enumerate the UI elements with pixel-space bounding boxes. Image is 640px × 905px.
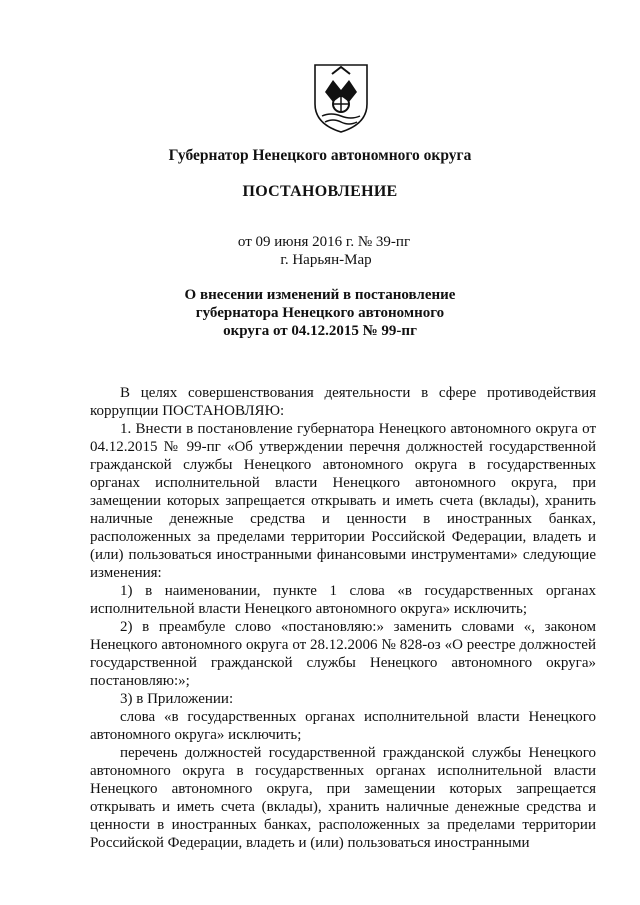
body-paragraph-subitem-3: 3) в Приложении: xyxy=(120,691,234,707)
coat-of-arms-emblem xyxy=(312,62,370,134)
issuing-authority: Губернатор Ненецкого автономного округа xyxy=(168,147,472,164)
document-body xyxy=(90,384,596,852)
subject-line: О внесении изменений в постановление xyxy=(184,287,456,303)
document-subject xyxy=(0,286,640,340)
body-paragraph-list-title: перечень должностей государственной гражданской службы Ненецкого автономного округа в государственных органах исполнительной власти Ненецкого автономного округа, при замещении которых запрещается открывать и иметь счета (вклады), хранить наличные денежные средства и ценности в иностранных банках, расположенных за пределами территории Российской Федерации, владеть и (или) пользоваться иностранными xyxy=(90,745,596,851)
document-city: г. Нарьян-Мар xyxy=(280,252,372,268)
body-paragraph-subitem-1: 1) в наименовании, пункте 1 слова «в государственных органах исполнительной власти Ненецкого автономного округа» исключить; xyxy=(90,583,596,617)
subject-line: губернатора Ненецкого автономного xyxy=(195,305,445,321)
document-date-number: от 09 июня 2016 г. № 39-пг xyxy=(237,234,411,250)
body-paragraph-subitem-2: 2) в преамбуле слово «постановляю:» заменить словами «, законом Ненецкого автономного округа от 28.12.2006 № 828-оз «О реестре должностей государственной гражданской службы Ненецкого автономного округа» постановляю:»; xyxy=(90,619,596,689)
document-type-title: ПОСТАНОВЛЕНИЕ xyxy=(242,183,398,200)
body-paragraph-words-removal: слова «в государственных органах исполнительной власти Ненецкого автономного округа» исключить; xyxy=(90,709,596,743)
body-paragraph-preamble: В целях совершенствования деятельности в сфере противодействия коррупции ПОСТАНОВЛЯЮ: xyxy=(90,385,596,419)
subject-line: округа от 04.12.2015 № 99-пг xyxy=(223,323,417,339)
body-paragraph-item-1: 1. Внести в постановление губернатора Ненецкого автономного округа от 04.12.2015 № 99-пг «Об утверждении перечня должностей государственной гражданской службы Ненецкого автономного округа в государственных органах исполнительной власти Ненецкого автономного округа, при замещении которых запрещается открывать и иметь счета (вклады), хранить наличные денежные средства и ценности в иностранных банках, расположенных за пределами территории Российской Федерации, владеть и (или) пользоваться иностранными финансовыми инструментами» следующие изменения: xyxy=(90,421,596,581)
